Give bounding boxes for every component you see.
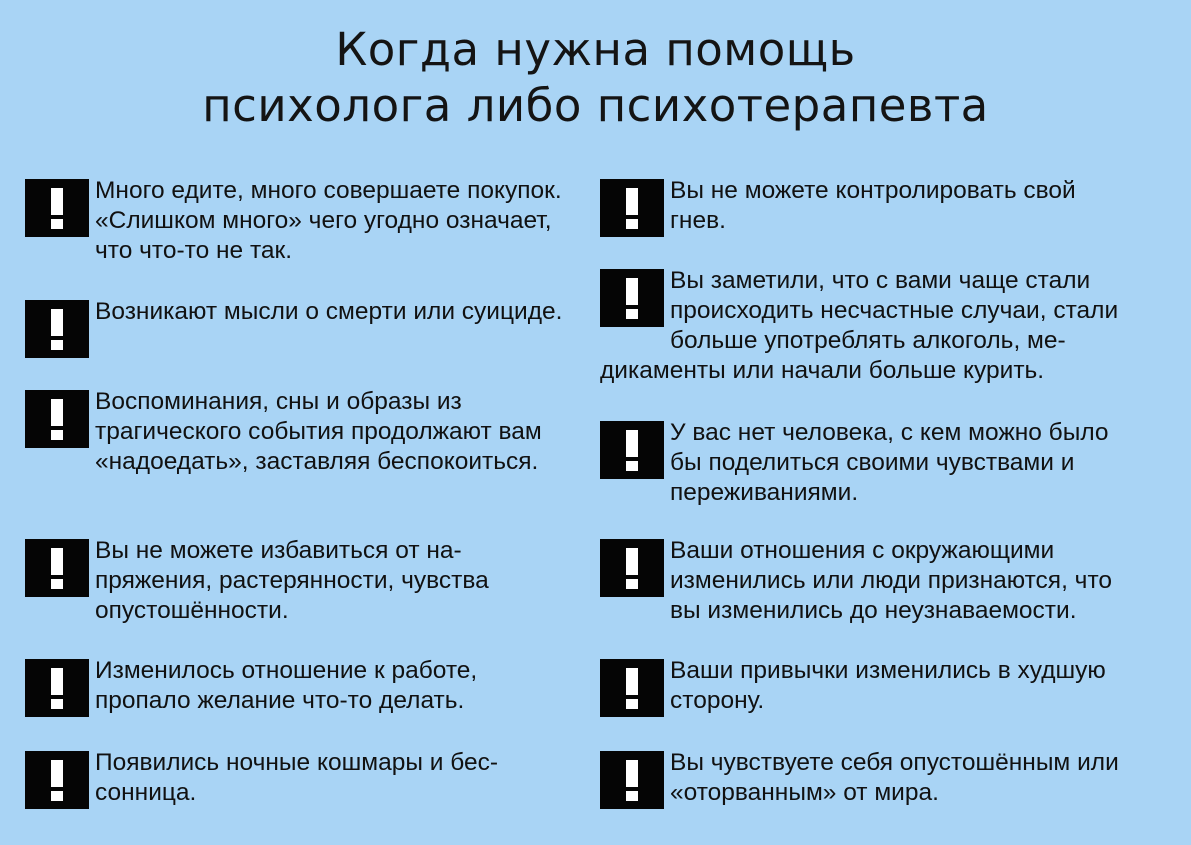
exclamation-icon — [600, 659, 664, 717]
item-text: Вы не можете контролировать свой гнев. — [670, 177, 1076, 234]
exclamation-icon — [25, 179, 89, 237]
list-item — [600, 656, 1135, 719]
title-line-2: психолога либо психотерапевта — [202, 79, 989, 132]
item-text: Ваши отношения с окружающими изменились или люди признаются, что вы изменились до неузнаваемости. — [670, 537, 1113, 624]
list-item — [25, 748, 565, 811]
list-item — [25, 176, 565, 266]
item-text: Возникают мысли о смерти или суициде. — [95, 298, 563, 325]
exclamation-icon — [25, 300, 89, 358]
list-item — [25, 387, 565, 477]
list-item — [25, 297, 565, 360]
exclamation-icon — [600, 179, 664, 237]
item-text: Ваши привычки изменились в худшую сторону. — [670, 657, 1106, 714]
exclamation-icon — [600, 539, 664, 597]
list-item — [25, 656, 565, 719]
title-line-1: Когда нужна помощь — [335, 23, 856, 76]
list-item — [600, 418, 1135, 508]
exclamation-icon — [600, 751, 664, 809]
item-text: Много едите, много совершаете покупок. «Слишком много» чего угодно означает, что что-то не так. — [95, 177, 562, 264]
item-text: Вы не можете избавиться от напряжения, растерянности, чувства опустошённости. — [95, 537, 489, 624]
exclamation-icon — [25, 751, 89, 809]
list-item — [600, 748, 1135, 811]
exclamation-icon — [600, 269, 664, 327]
item-text: Воспоминания, сны и образы из трагического события продолжают вам «надоедать», заставляя беспокоиться. — [95, 388, 542, 475]
list-item — [600, 536, 1135, 626]
item-text: Появились ночные кошмары и бессонница. — [95, 749, 499, 806]
item-text: У вас нет человека, с кем можно было бы поделиться своими чувствами и переживаниями. — [670, 419, 1109, 506]
page-title — [0, 22, 1191, 134]
item-text: Вы заметили, что с вами чаще стали происходить несчастные случаи, стали больше употреблять алкоголь, медикаменты или начали больше курить. — [600, 267, 1119, 384]
item-text: Вы чувствуете себя опустошённым или «оторванным» от мира. — [670, 749, 1119, 806]
list-item — [600, 176, 1135, 239]
exclamation-icon — [25, 659, 89, 717]
list-item — [600, 266, 1135, 386]
item-text: Изменилось отношение к работе, пропало желание что-то делать. — [95, 657, 478, 714]
exclamation-icon — [25, 539, 89, 597]
exclamation-icon — [600, 421, 664, 479]
list-item — [25, 536, 565, 626]
exclamation-icon — [25, 390, 89, 448]
